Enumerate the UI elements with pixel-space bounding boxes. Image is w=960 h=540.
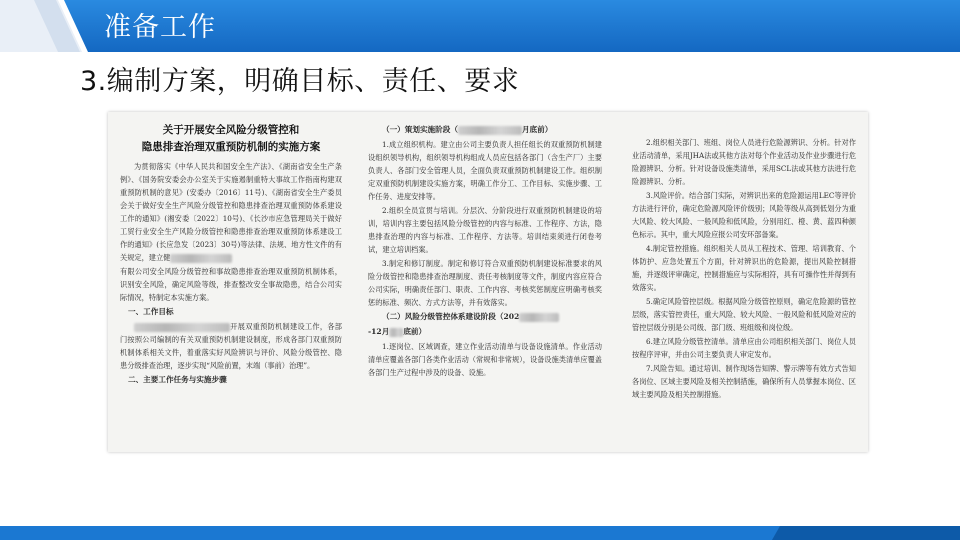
document-title-line-2: 隐患排查治理双重预防机制的实施方案 <box>141 141 321 153</box>
paragraph-notice: 7.风险告知。通过培训、制作现场告知牌、警示牌等有效方式告知各岗位、区域主要风险及相关控制措施，确保所有人员掌握本岗位、区域主要风险及相关控制措施。 <box>632 364 856 399</box>
paragraph-org: 1.成立组织机构。建立由公司主要负责人担任组长的双重预防机制建设组织领导机构，组织领导机构组成人员应包括各部门（含生产厂）主要负责人、各部门安全管理人员，全面负责双重预防机制建设工作。组织制定双重预防机制建设实施方案，明确工作分工、工作目标、实施步骤、工作任务、进度安排等。 <box>368 140 602 201</box>
section-heading-tasks: 二、主要工作任务与实施步骤 <box>128 375 227 384</box>
document-column-2 <box>368 122 602 380</box>
paragraph-rules: 3.制定和修订制度。制定和修订符合双重预防机制建设标准要求的风险分级管控和隐患排查治理制度、责任考核制度等文件，制度内容应符合公司实际，明确责任部门、职责、工作内容、考核奖惩制度应明确考核奖惩的标准、频次、方式方法等，并有效落实。 <box>368 259 602 307</box>
paragraph-training: 2.组织全员宣贯与培训。分层次、分阶段进行双重预防机制建设的培训，培训内容主要包括风险分级管控的内容与标准、工作程序、方法，隐患排查治理的内容与标准、工作程序、方法等。培训结束须进行闭卷考试，建立培训档案。 <box>368 206 602 254</box>
footer-bar <box>0 526 960 540</box>
paragraph-risk-eval: 3.风险评价。结合部门实际，对辨识出来的危险源运用LEC等评价方法进行评价，确定危险源风险评价级别；风险等级从高到低划分为重大风险、较大风险、一般风险和低风险，分别用红、橙、黄、蓝四种颜色标示。其中，重大风险应报公司安环部备案。 <box>632 191 856 239</box>
paragraph-hazard-id: 2.组织相关部门、班组、岗位人员进行危险源辨识、分析。针对作业活动清单，采用JHA法或其他方法对每个作业活动及作业步骤进行危险源辨识、分析。针对设备设施类清单，采用SCL法或其他方法进行危险源辨识、分析。 <box>632 138 856 186</box>
paragraph-inventory: 1.逐岗位、区域调查，建立作业活动清单与设备设施清单。作业活动清单应覆盖各部门各类作业活动（常规和非常规），设备设施类清单应覆盖各部门生产过程中涉及的设备、设施。 <box>368 342 602 377</box>
document-title-line-1: 关于开展安全风险分级管控和 <box>162 124 300 136</box>
redacted-text <box>519 313 559 322</box>
intro-paragraph: 为贯彻落实《中华人民共和国安全生产法》、《湖南省安全生产条例》、《国务院安委会办公室关于实施遏制重特大事故工作指南构建双重预防机制的意见》(安委办〔2016〕11号)、《湖南省安全生产委员会关于做好安全生产风险分级管控和隐患排查治理双重预防体系建设工作的通知》(湘安委〔2022〕10号)、《长沙市应急管理局关于做好工贸行业安全生产风险分级管控和隐患排查治理双重预防体系建设工作的通知》(长应急发〔2023〕30号)等法律、法规、地方性文件的有关规定，建立健 <box>120 162 342 262</box>
goal-paragraph: 开展双重预防机制建设工作，各部门按照公司编制的有关双重预防机制建设制度，形成各部门双重预防机制体系相关文件，着重落实好风险辨识与评价、风险分级管控、隐患分级排查治理，逐步实现“风险前置，末端（事前）治理”。 <box>120 322 342 370</box>
paragraph-controls: 4.制定管控措施。组织相关人员从工程技术、管理、培训教育、个体防护、应急处置五个方面，针对辨识出的危险源，提出风险控制措施，并逐级评审确定，控制措施应与实际相符，具有可操作性并得到有效落实。 <box>632 244 856 292</box>
document-column-3 <box>632 136 856 402</box>
section-heading-goal: 一、工作目标 <box>128 307 174 316</box>
redacted-text <box>134 323 230 332</box>
document-column-1 <box>120 122 342 388</box>
stage-heading-1: （一）策划实施阶段（ 月底前） <box>382 125 553 134</box>
stage-heading-2: （二）风险分级管控体系建设阶段（202 <box>368 310 602 324</box>
redacted-text <box>458 126 522 135</box>
paragraph-list: 6.建立风险分级管控清单。清单应由公司组织相关部门、岗位人员按程序评审，并由公司主要负责人审定发布。 <box>632 337 856 359</box>
redacted-text <box>170 254 232 263</box>
page-title: 准备工作 <box>104 12 216 43</box>
intro-paragraph-cont: 有限公司安全风险分级管控和事故隐患排查治理双重预防机制体系，识别安全风险，确定风险等级，排查整改安全事故隐患，结合公司实际情况，特制定本实施方案。 <box>120 267 342 302</box>
document-image <box>108 112 868 452</box>
stage-heading-2-cont: -12月 底前） <box>368 327 427 336</box>
paragraph-levels: 5.确定风险管控层级。根据风险分级管控原则，确定危险源的管控层级，落实管控责任，重大风险、较大风险、一般风险和低风险对应的管控层级分别是公司级、部门级、班组级和岗位级。 <box>632 297 856 332</box>
section-subtitle: 3.编制方案，明确目标、责任、要求 <box>80 66 520 97</box>
redacted-text <box>389 328 403 337</box>
